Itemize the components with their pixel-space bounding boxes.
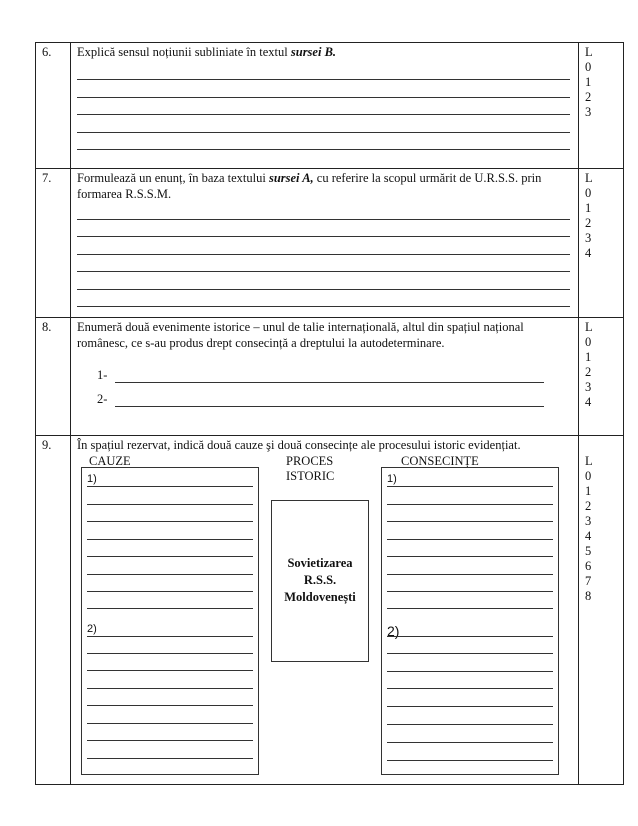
question-row-9 [36,436,624,785]
score-value: 4 [585,246,592,260]
score-value: 2 [585,499,592,513]
score-value: 7 [585,574,592,588]
consequence-number: 1) [387,472,397,485]
score-value: 1 [585,201,592,215]
answer-line[interactable] [387,486,553,487]
answer-line[interactable] [77,133,570,151]
answer-line[interactable] [387,504,553,505]
process-name-line-3: Moldovenești [284,590,356,604]
question-row-8 [36,318,624,436]
score-value: 1 [585,350,592,364]
answer-lines[interactable] [77,63,572,151]
answer-line[interactable] [87,608,253,609]
cause-consequence-diagram [77,454,572,774]
answer-line[interactable] [87,740,253,741]
answer-line[interactable] [87,723,253,724]
question-row-7 [36,169,624,318]
score-value: 3 [585,105,592,119]
answer-line[interactable] [77,237,570,255]
answer-line[interactable] [115,368,544,383]
answer-line[interactable] [387,688,553,689]
answer-line[interactable] [87,653,253,654]
question-body [71,436,579,785]
score-value: 3 [585,514,592,528]
answer-line[interactable] [77,115,570,133]
question-row-6 [36,43,624,169]
score-value: 3 [585,380,592,394]
score-column [579,169,624,318]
question-body [71,318,579,436]
score-label: L [585,454,593,468]
process-name-line-2: R.S.S. [303,573,337,587]
answer-line[interactable] [387,521,553,522]
score-value: 2 [585,90,592,104]
cause-number: 1) [87,472,97,485]
causes-heading: CAUZE [89,453,131,468]
answer-line[interactable] [387,574,553,575]
answer-line[interactable] [87,574,253,575]
question-prompt: Formulează un enunț, în baza textului sursei A, cu referire la scopul urmărit de U.R.S.S. prin formarea R.S.S.M. [77,171,542,201]
process-heading-line-1: PROCES [286,453,334,468]
answer-line[interactable] [87,486,253,487]
answer-line[interactable] [387,760,553,761]
answer-line[interactable] [387,591,553,592]
exam-sheet [35,42,607,777]
process-name-line-1: Sovietizarea [287,556,353,570]
consequences-heading: CONSECINȚE [401,453,479,468]
question-number: 9. [36,436,71,785]
answer-line[interactable] [77,290,570,308]
answer-lines[interactable] [77,202,572,307]
score-value: 5 [585,544,592,558]
answer-line[interactable] [87,504,253,505]
answer-line[interactable] [77,202,570,220]
answer-line[interactable] [387,671,553,672]
answer-line[interactable] [77,80,570,98]
score-value: 0 [585,60,592,74]
consequences-box[interactable] [381,467,559,775]
answer-line[interactable] [87,670,253,671]
score-column [579,436,624,785]
answer-line[interactable] [87,591,253,592]
score-value: 4 [585,395,592,409]
answer-row-1[interactable] [97,359,572,383]
score-value: 0 [585,335,592,349]
answer-line[interactable] [77,272,570,290]
answer-line[interactable] [387,636,553,637]
answer-line[interactable] [115,392,544,407]
question-body [71,169,579,318]
causes-box[interactable] [81,467,259,775]
answer-line[interactable] [387,556,553,557]
answer-line[interactable] [77,98,570,116]
answer-number: 1- [97,368,108,382]
answer-line[interactable] [87,556,253,557]
process-heading-line-2: ISTORIC [286,468,335,483]
answer-line[interactable] [387,724,553,725]
answer-line[interactable] [87,705,253,706]
answer-line[interactable] [387,539,553,540]
exam-table [35,42,624,785]
score-value: 3 [585,231,592,245]
score-label: L [585,171,593,185]
question-number: 8. [36,318,71,436]
question-number: 6. [36,43,71,169]
score-value: 8 [585,589,592,603]
answer-line[interactable] [87,521,253,522]
answer-row-2[interactable] [97,383,572,407]
score-column [579,43,624,169]
answer-line[interactable] [77,220,570,238]
score-label: L [585,45,593,59]
answer-line[interactable] [87,688,253,689]
score-value: 2 [585,216,592,230]
answer-line[interactable] [87,539,253,540]
question-prompt: Explică sensul noțiunii subliniate în textul sursei B. [77,45,337,59]
answer-line[interactable] [87,758,253,759]
question-prompt: În spațiul rezervat, indică două cauze şi două consecințe ale procesului istoric evidențiat. [77,438,521,452]
source-reference: sursei B. [290,45,337,59]
answer-line[interactable] [77,255,570,273]
answer-line[interactable] [387,742,553,743]
cause-number: 2) [87,622,97,635]
answer-line[interactable] [387,608,553,609]
score-value: 2 [585,365,592,379]
answer-line[interactable] [387,706,553,707]
answer-line[interactable] [387,653,553,654]
source-reference: sursei A, [268,171,314,185]
score-value: 1 [585,484,592,498]
score-label: L [585,320,593,334]
process-box [271,500,369,662]
question-body [71,43,579,169]
consequence-number: 2) [387,622,400,639]
score-value: 4 [585,529,592,543]
score-column [579,318,624,436]
answer-number: 2- [97,392,108,406]
question-prompt: Enumeră două evenimente istorice – unul de talie internațională, altul din spațiul național românesc, ce s-au produs drept consecință a dreptului la autodeterminare. [77,320,524,350]
question-number: 7. [36,169,71,318]
score-value: 0 [585,469,592,483]
score-value: 1 [585,75,592,89]
score-value: 6 [585,559,592,573]
answer-line[interactable] [87,636,253,637]
score-value: 0 [585,186,592,200]
answer-line[interactable] [77,63,570,81]
